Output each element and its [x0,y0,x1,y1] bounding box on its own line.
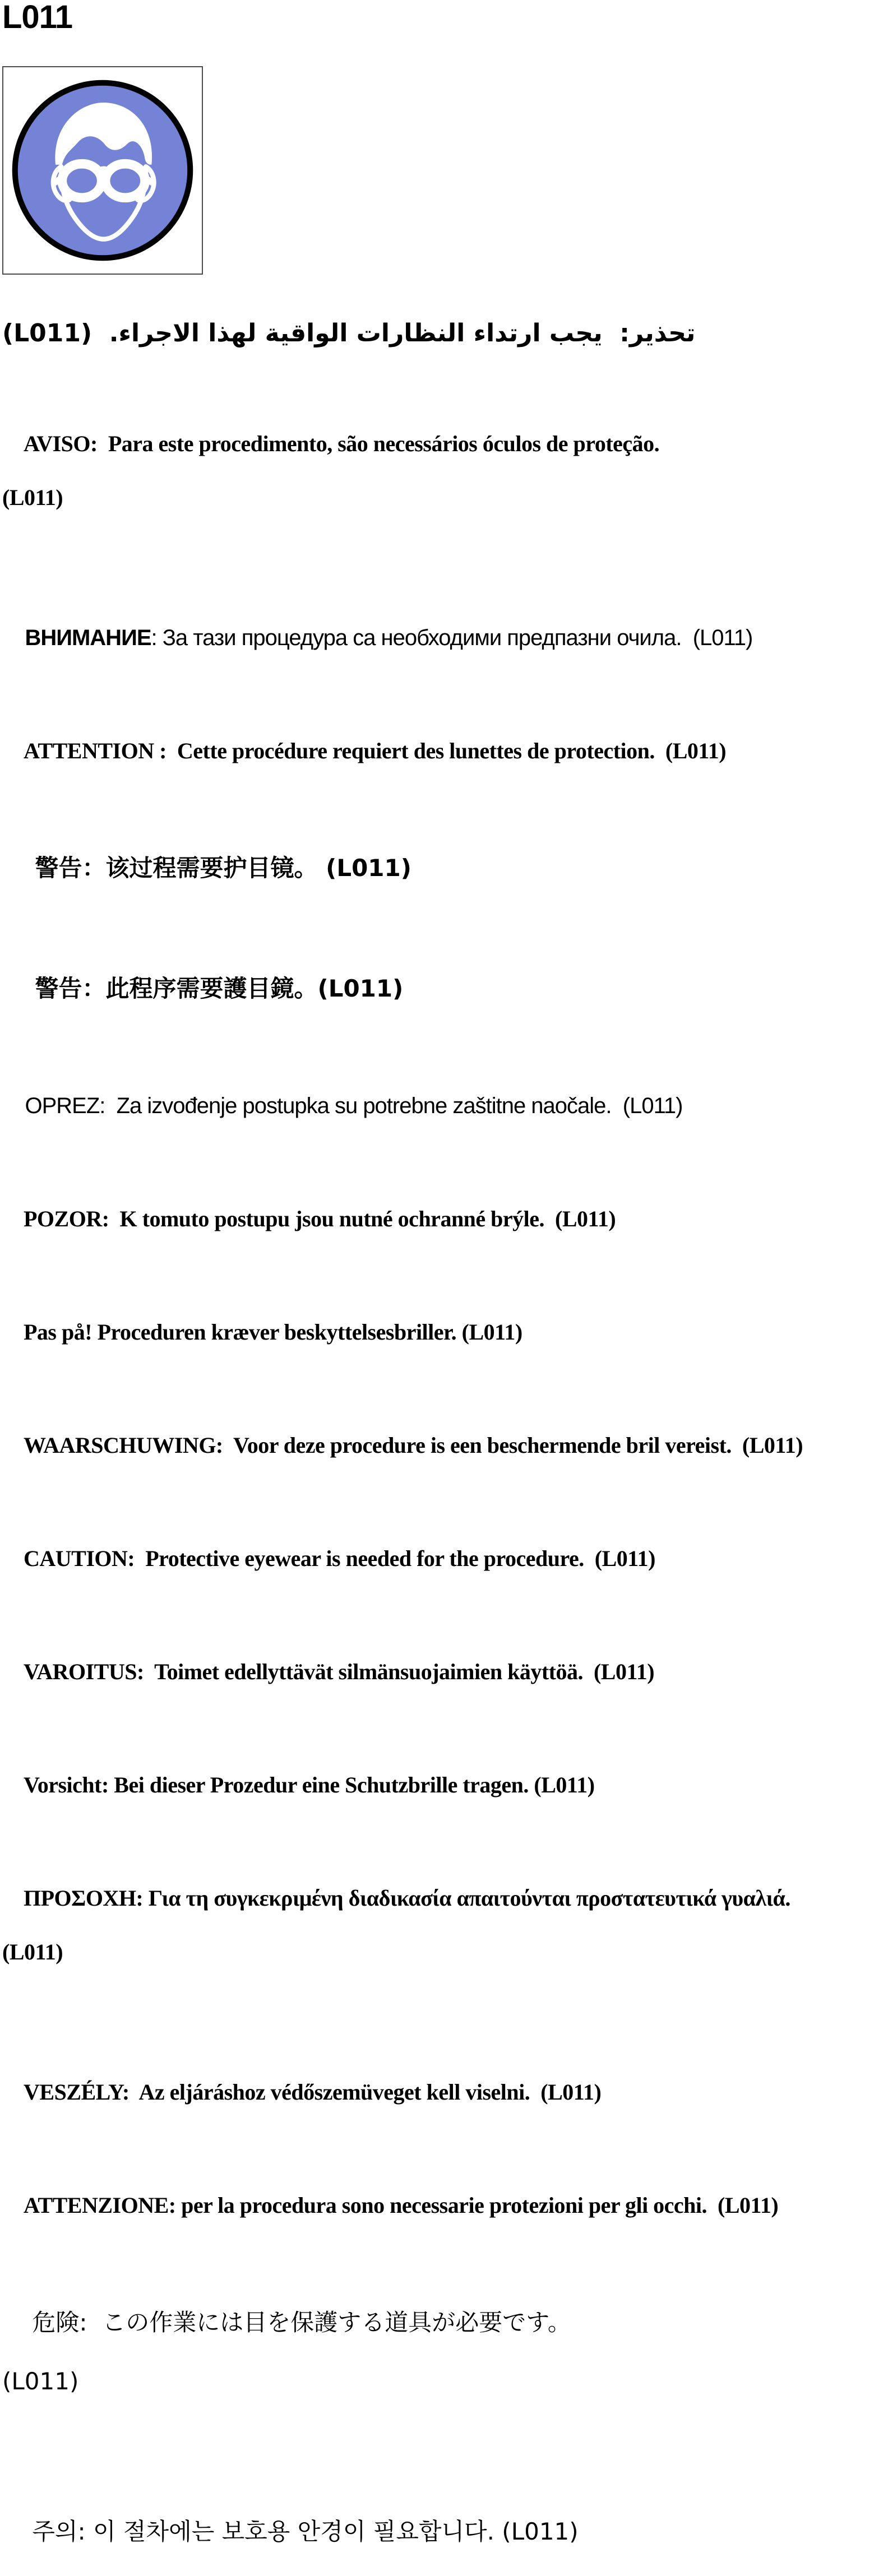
warning-text: ΠΡΟΣΟΧΗ: Για τη συγκεκριμένη διαδικασία απαιτούνται προστατευτικά γυαλιά. [24,1885,790,1911]
warning-text: VAROITUS: Toimet edellyttävät silmänsuojaimien käyttöä. (L011) [24,1659,655,1685]
warning-text: 주의: 이 절차에는 보호용 안경이 필요합니다. (L011) [32,2517,579,2545]
warning-text: Pas på! Proceduren kræver beskyttelsesbriller. (L011) [24,1319,522,1345]
warning-text: Vorsicht: Bei dieser Prozedur eine Schutzbrille tragen. (L011) [24,1772,595,1798]
warning-text: CAUTION: Protective eyewear is needed for the procedure. (L011) [24,1546,655,1572]
safety-icon-box [2,66,203,275]
warning-english [2,1518,884,1599]
warning-chinese-simplified [2,824,884,912]
warning-code: (L011) [2,2367,79,2395]
warning-label: ВНИМАНИЕ [25,626,151,651]
warning-czech [2,1179,884,1259]
warning-text: AVISO: Para este procedimento, são necessários óculos de proteção. [24,431,660,457]
warning-text: OPREZ: Za izvođenje postupka su potrebne zaštitne naočale. (L011) [25,1094,683,1119]
warning-german [2,1745,884,1826]
protective-eyewear-icon [8,76,197,265]
warning-text: 警告：此程序需要護目鏡。(L011) [35,975,404,1003]
warning-french [2,711,884,791]
warning-korean [2,2487,884,2576]
warning-text: تحذير: يجب ارتداء النظارات الواقية لهذا الاجراء. (L011) [2,318,696,348]
warning-text: 危険: この作業には目を保護する道具が必要です。 [32,2308,571,2336]
warning-japanese [2,2278,884,2455]
warning-code: (L011) [2,485,63,511]
warning-arabic [2,289,884,378]
warning-chinese-traditional [2,945,884,1034]
warning-bulgarian [2,597,884,678]
warning-text: ATTENZIONE: per la procedura sono necessarie protezioni per gli occhi. (L011) [24,2193,779,2218]
warning-croatian [2,1065,884,1146]
warning-hungarian [2,2052,884,2133]
warning-italian [2,2165,884,2246]
warning-text: VESZÉLY: Az eljáráshoz védőszemüveget kell viselni. (L011) [24,2079,602,2105]
warning-finnish [2,1632,884,1712]
warning-text: WAARSCHUWING: Voor deze procedure is een beschermende bril vereist. (L011) [24,1433,803,1458]
warning-text: 警告：该过程需要护目镜。 (L011) [35,854,411,882]
warning-danish [2,1292,884,1373]
page-title: L011 [2,0,72,35]
warning-greek [2,1858,884,2019]
warning-text: POZOR: K tomuto postupu jsou nutné ochranné brýle. (L011) [24,1206,616,1232]
warning-text: : За тази процедура са необходими предпазни очила. (L011) [151,626,753,651]
warning-portuguese [2,404,884,565]
warning-code: (L011) [2,1939,63,1965]
warning-dutch [2,1405,884,1486]
warning-text: ATTENTION : Cette procédure requiert des lunettes de protection. (L011) [24,738,727,764]
